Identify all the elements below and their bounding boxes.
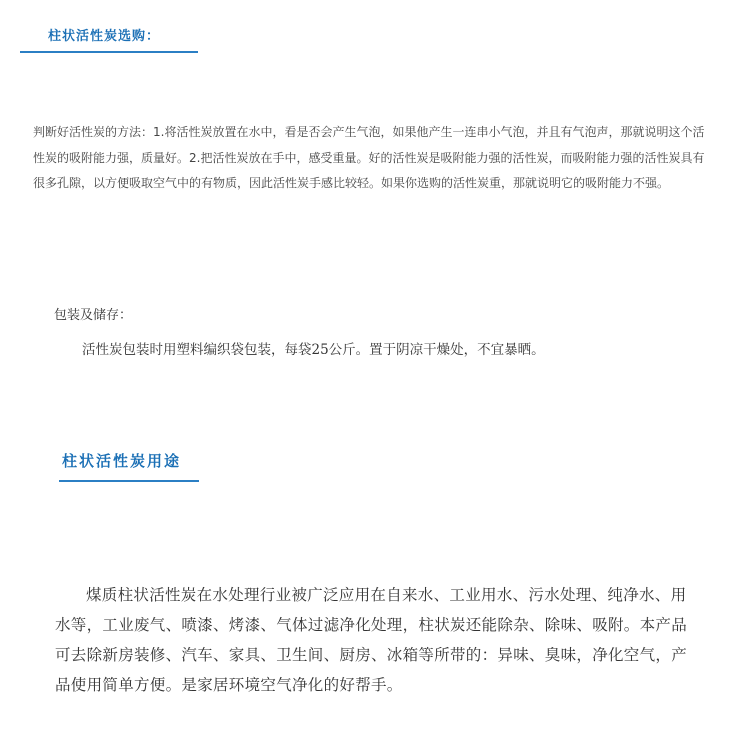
method-paragraph: 判断好活性炭的方法：1.将活性炭放置在水中，看是否会产生气泡，如果他产生一连串小气泡，并且有气泡声，那就说明这个活性炭的吸附能力强，质量好。2.把活性炭放在手中，感受重量。好的活性炭是吸附能力强的活性炭，而吸附能力强的活性炭具有很多孔隙，以方便吸取空气中的有物质，因此活性炭手感比较轻。如果你选购的活性炭重，那就说明它的吸附能力不强。 <box>33 125 705 190</box>
section-heading-uses: 柱状活性炭用途 <box>62 452 182 470</box>
section-heading-selection: 柱状活性炭选购： <box>48 29 161 44</box>
uses-paragraph: 煤质柱状活性炭在水处理行业被广泛应用在自来水、工业用水、污水处理、纯净水、用水等，工业废气、喷漆、烤漆、气体过滤净化处理，柱状炭还能除杂、除味、吸附。本产品可去除新房装修、汽车、家具、卫生间、厨房、冰箱等所带的：异味、臭味，净化空气，产品使用简单方便。是家居环境空气净化的好帮手。 <box>55 586 688 694</box>
heading-underline-uses <box>59 480 199 482</box>
packaging-text: 活性炭包装时用塑料编织袋包装，每袋25公斤。置于阴凉干燥处，不宜暴晒。 <box>82 342 545 358</box>
heading-underline <box>20 51 198 53</box>
packaging-title: 包装及储存： <box>54 308 133 323</box>
